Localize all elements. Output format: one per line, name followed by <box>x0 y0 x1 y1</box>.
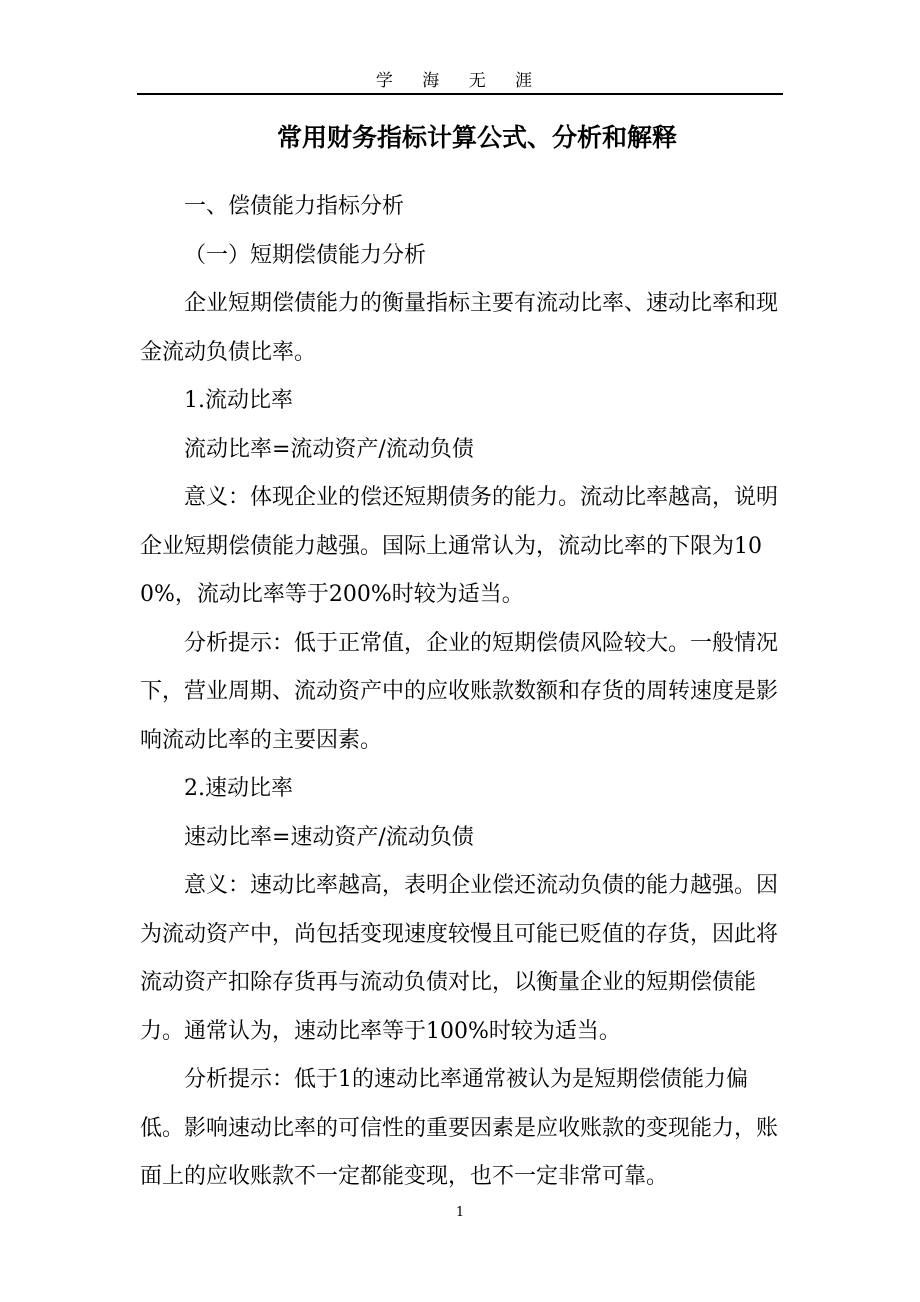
document-body <box>140 183 780 1202</box>
body-paragraph: 企业短期偿债能力的衡量指标主要有流动比率、速动比率和现金流动负债比率。 <box>140 291 779 365</box>
page-header: 学 海 无 涯 <box>375 71 545 91</box>
item-heading: 1.流动比率 <box>184 388 293 413</box>
subsection-heading: （一）短期偿债能力分析 <box>184 242 427 268</box>
item-heading: 2.速动比率 <box>184 776 293 801</box>
body-paragraph: 分析提示：低于正常值，企业的短期偿债风险较大。一般情况下，营业周期、流动资产中的应收账款数额和存货的周转速度是影响流动比率的主要因素。 <box>140 630 779 753</box>
formula: 流动比率=流动资产/流动负债 <box>184 436 474 462</box>
body-paragraph: 意义：速动比率越高，表明企业偿还流动负债的能力越强。因为流动资产中，尚包括变现速度较慢且可能已贬值的存货，因此将流动资产扣除存货再与流动负债对比，以衡量企业的短期偿债能力。通常认为，速动比率等于100%时较为适当。 <box>140 873 779 1044</box>
section-heading: 一、偿债能力指标分析 <box>184 194 405 219</box>
body-paragraph: 分析提示：低于1的速动比率通常被认为是短期偿债能力偏低。影响速动比率的可信性的重要因素是应收账款的变现能力，账面上的应收账款不一定都能变现，也不一定非常可靠。 <box>140 1067 779 1189</box>
header-divider <box>137 93 783 95</box>
formula: 速动比率=速动资产/流动负债 <box>184 824 474 850</box>
page-number: 1 <box>455 1205 465 1220</box>
document-title: 常用财务指标计算公式、分析和解释 <box>277 123 678 152</box>
body-paragraph: 意义：体现企业的偿还短期债务的能力。流动比率越高，说明企业短期偿债能力越强。国际上通常认为，流动比率的下限为100%，流动比率等于200%时较为适当。 <box>140 485 779 607</box>
